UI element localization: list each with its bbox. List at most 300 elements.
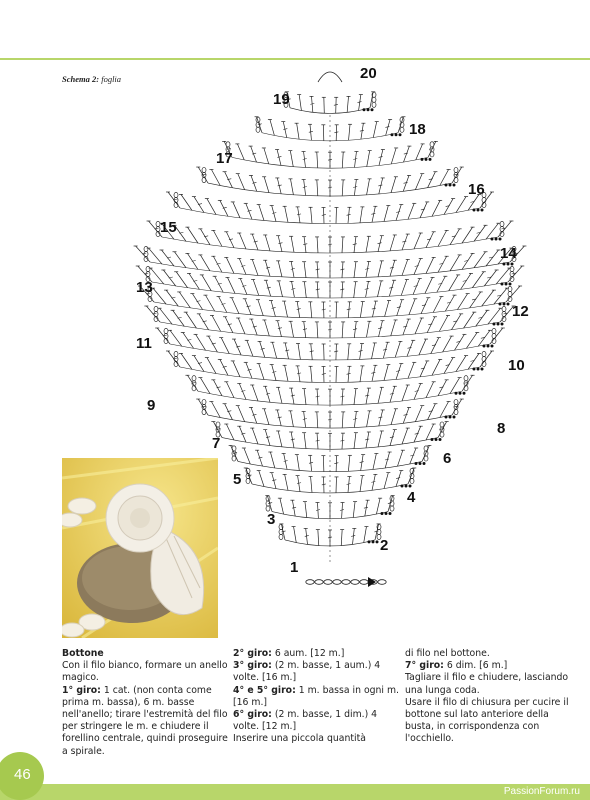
stitch xyxy=(200,378,210,394)
turning-chain xyxy=(256,127,260,132)
turning-chain xyxy=(482,197,486,202)
stitch-bar xyxy=(283,129,287,130)
slip-stitch xyxy=(367,108,370,111)
stitch xyxy=(297,455,299,471)
slip-stitch xyxy=(477,368,480,371)
stitch xyxy=(486,223,498,239)
slip-stitch xyxy=(487,345,490,348)
stitch xyxy=(366,236,369,252)
stitch xyxy=(462,227,473,243)
stitch-bar xyxy=(397,307,401,308)
stitch xyxy=(299,95,301,111)
turning-chain xyxy=(424,446,428,451)
stitch xyxy=(366,321,369,337)
stitch xyxy=(377,281,381,297)
stitch xyxy=(415,174,422,190)
stitch xyxy=(265,235,270,251)
stitch xyxy=(474,252,486,268)
instruction-paragraph xyxy=(62,685,228,758)
slip-stitch xyxy=(497,323,500,326)
slip-stitch xyxy=(431,438,434,441)
stitch xyxy=(348,207,349,223)
stitch xyxy=(426,424,434,440)
stitch xyxy=(443,336,452,352)
row-label: 6 xyxy=(443,450,452,467)
chain-stitch xyxy=(306,580,314,585)
stitch-bar xyxy=(266,393,270,394)
slip-stitch xyxy=(423,462,426,465)
stitch-bar xyxy=(390,437,394,438)
stitch-bar xyxy=(389,287,393,288)
stitch xyxy=(153,288,166,304)
stitch-bar xyxy=(402,241,406,242)
diagram-row xyxy=(284,92,376,114)
stitch xyxy=(348,344,349,360)
page-number: 46 xyxy=(14,766,31,783)
slip-stitch xyxy=(503,303,506,306)
stitch xyxy=(450,229,460,245)
stitch xyxy=(425,277,433,293)
slip-stitch xyxy=(425,158,428,161)
stitch xyxy=(311,207,312,223)
instruction-paragraph xyxy=(233,660,401,684)
row-label: 12 xyxy=(512,303,529,320)
stitch xyxy=(259,204,264,220)
stitch xyxy=(496,268,509,284)
stitch-bar xyxy=(261,348,265,349)
stitch xyxy=(200,255,210,271)
stitch xyxy=(270,119,274,135)
stitch xyxy=(384,205,388,221)
stitch xyxy=(207,358,216,374)
turning-chain xyxy=(216,422,220,427)
stitch xyxy=(431,338,439,354)
stitch xyxy=(452,399,462,415)
footer-bar xyxy=(0,784,590,800)
turning-chain xyxy=(454,409,458,414)
stitch-bar xyxy=(282,531,286,532)
stitch-bar xyxy=(252,182,256,183)
stitch xyxy=(264,409,269,425)
stitch xyxy=(408,362,414,378)
instruction-text: 1 m. bassa in ogni m. [16 m.] xyxy=(233,684,399,708)
stitch xyxy=(252,234,258,250)
stitch xyxy=(317,502,318,518)
stitch xyxy=(360,476,362,492)
turning-chain xyxy=(492,328,496,333)
stitch xyxy=(187,227,198,243)
stitch xyxy=(278,431,282,447)
stitch-bar xyxy=(371,481,375,482)
stitch xyxy=(149,248,162,264)
slip-stitch xyxy=(503,263,506,266)
stitch-bar xyxy=(374,531,378,532)
stitch xyxy=(260,341,265,357)
turning-chain xyxy=(440,422,444,427)
stitch xyxy=(408,468,414,484)
stitch xyxy=(246,362,252,378)
stitch xyxy=(354,322,356,338)
instruction-paragraph xyxy=(405,672,573,696)
leaf-tip xyxy=(318,72,342,82)
stitch xyxy=(360,343,362,359)
turning-chain xyxy=(174,351,178,356)
turning-chain xyxy=(482,351,486,356)
stitch xyxy=(349,124,350,140)
stitch xyxy=(342,502,343,518)
turning-chain xyxy=(464,386,468,391)
diagram-row xyxy=(306,577,386,587)
stitch xyxy=(438,256,447,272)
slip-stitch xyxy=(381,512,384,515)
stitch xyxy=(174,252,186,268)
stitch xyxy=(439,315,448,331)
row-label: 7 xyxy=(212,435,221,452)
stitch xyxy=(472,272,483,288)
stitch xyxy=(317,237,318,253)
row-label: 16 xyxy=(468,181,485,198)
stitch-bar xyxy=(372,308,376,309)
slip-stitch xyxy=(463,392,466,395)
stitch-bar xyxy=(254,241,258,242)
stitch xyxy=(265,430,270,446)
stitch xyxy=(226,382,234,398)
row-label: 14 xyxy=(500,245,517,262)
stitch xyxy=(290,179,293,195)
instructions-col-1 xyxy=(62,648,228,758)
stitch xyxy=(462,375,473,391)
stitch xyxy=(445,295,454,311)
instructions-col-3 xyxy=(405,648,573,746)
stitch xyxy=(360,366,362,382)
turning-chain xyxy=(372,102,376,107)
stitch xyxy=(311,366,312,382)
stitch xyxy=(297,123,299,139)
stitch xyxy=(310,124,311,140)
stitch xyxy=(221,338,229,354)
stitch xyxy=(278,261,282,277)
instruction-paragraph xyxy=(62,660,228,684)
stitch xyxy=(360,207,362,223)
stitch xyxy=(311,476,312,492)
stitch xyxy=(468,353,479,369)
stitch xyxy=(291,236,294,252)
stitch xyxy=(304,389,306,405)
instruction-paragraph xyxy=(233,685,401,709)
stitch xyxy=(348,366,349,382)
stitch xyxy=(202,275,211,291)
stitch xyxy=(285,206,288,222)
stitch xyxy=(247,340,253,356)
stitch xyxy=(342,412,343,428)
slip-stitch xyxy=(501,283,504,286)
stitch xyxy=(272,342,276,358)
turning-chain xyxy=(192,376,196,381)
stitch xyxy=(234,339,241,355)
stitch xyxy=(438,380,447,396)
slip-stitch xyxy=(389,512,392,515)
row-label: 1 xyxy=(290,559,299,576)
turning-chain xyxy=(372,97,376,102)
row-label: 17 xyxy=(216,150,233,167)
stitch xyxy=(239,259,246,275)
row-label: 15 xyxy=(160,219,177,236)
instruction-heading: 3° giro: xyxy=(233,660,272,672)
stitch xyxy=(280,498,284,514)
stitch xyxy=(251,407,257,423)
stitch xyxy=(462,253,473,269)
stitch xyxy=(366,388,369,404)
stitch xyxy=(384,364,388,380)
instruction-text: Inserire una piccola quantità xyxy=(233,733,366,745)
stitch-bar xyxy=(272,212,276,213)
turning-chain xyxy=(246,478,250,483)
slip-stitch xyxy=(445,416,448,419)
stitch xyxy=(371,343,374,359)
stitch xyxy=(470,292,481,308)
instruction-paragraph xyxy=(233,709,401,733)
slip-stitch xyxy=(499,238,502,241)
stitch xyxy=(181,194,192,210)
stitch xyxy=(440,170,449,186)
slip-stitch xyxy=(449,184,452,187)
stitch xyxy=(457,294,467,310)
stitch xyxy=(257,117,262,133)
stitch-bar xyxy=(266,437,270,438)
slip-stitch xyxy=(429,158,432,161)
stitch-bar xyxy=(427,239,431,240)
stitch xyxy=(304,282,306,298)
row-label: 5 xyxy=(233,471,242,488)
stitch-bar xyxy=(385,459,389,460)
stitch xyxy=(318,530,319,546)
turning-chain xyxy=(400,127,404,132)
stitch xyxy=(240,279,247,295)
stitch xyxy=(317,322,318,338)
stitch xyxy=(341,530,342,546)
stitch xyxy=(414,233,421,249)
slip-stitch xyxy=(499,303,502,306)
stitch xyxy=(486,250,498,266)
turning-chain xyxy=(164,333,168,338)
stitch-bar xyxy=(414,286,418,287)
slip-stitch xyxy=(401,484,404,487)
stitch xyxy=(239,383,246,399)
stitch xyxy=(252,428,258,444)
stitch-bar xyxy=(396,478,400,479)
stitch xyxy=(207,199,216,215)
stitch xyxy=(366,261,369,277)
stitch xyxy=(482,290,494,306)
stitch-bar xyxy=(278,185,282,186)
chain-stitch xyxy=(342,580,350,585)
stitch xyxy=(342,262,343,278)
stitch xyxy=(432,359,440,375)
stitch xyxy=(291,321,294,337)
turning-chain xyxy=(192,386,196,391)
slip-stitch xyxy=(453,184,456,187)
stitch xyxy=(378,261,382,277)
stitch xyxy=(233,202,240,218)
stitch xyxy=(426,257,434,273)
stitch xyxy=(416,144,423,160)
stitch xyxy=(253,279,259,295)
turning-chain xyxy=(279,534,283,539)
stitch xyxy=(237,144,244,160)
turning-chain xyxy=(202,177,206,182)
stitch xyxy=(233,361,240,377)
slip-stitch xyxy=(415,462,418,465)
row-label: 13 xyxy=(136,279,153,296)
stitch-bar xyxy=(278,417,282,418)
stitch-bar xyxy=(378,417,382,418)
row-label: 19 xyxy=(273,91,290,108)
stitch xyxy=(317,282,318,298)
stitch xyxy=(232,298,239,314)
stitch xyxy=(478,330,490,346)
stitch xyxy=(290,151,293,167)
stitch-bar xyxy=(415,390,419,391)
instruction-heading: 7° giro: xyxy=(405,660,444,672)
stitch xyxy=(395,341,400,357)
schema-label: Schema 2: xyxy=(62,74,100,84)
slip-stitch xyxy=(376,540,379,543)
turning-chain xyxy=(454,399,458,404)
stitch xyxy=(342,389,343,405)
stitch xyxy=(488,308,501,324)
stitch-bar xyxy=(396,211,400,212)
stitch-bar xyxy=(371,372,375,373)
stitch xyxy=(266,280,271,296)
stitch xyxy=(408,203,414,219)
turning-chain xyxy=(144,246,148,251)
stitch-bar xyxy=(404,414,408,415)
slip-stitch xyxy=(507,303,510,306)
stitch xyxy=(378,431,382,447)
stitch xyxy=(451,314,461,330)
stitch xyxy=(265,386,270,402)
row-label: 10 xyxy=(508,357,525,374)
slip-stitch xyxy=(405,484,408,487)
stitch xyxy=(444,358,453,374)
slip-stitch xyxy=(371,108,374,111)
slip-stitch xyxy=(507,263,510,266)
stitch xyxy=(354,433,356,449)
stitch xyxy=(317,180,318,196)
instruction-heading: 1° giro: xyxy=(62,684,101,696)
stitch xyxy=(376,498,380,514)
turning-chain xyxy=(164,328,168,333)
stitch xyxy=(385,300,389,316)
stitch xyxy=(347,96,348,112)
stitch xyxy=(484,270,496,286)
slip-stitch xyxy=(477,209,480,212)
instruction-paragraph xyxy=(405,697,573,746)
stitch xyxy=(402,259,408,275)
stitch xyxy=(246,203,252,219)
stitch xyxy=(181,353,192,369)
stitch xyxy=(391,320,396,336)
slip-stitch xyxy=(505,283,508,286)
row-label: 11 xyxy=(136,335,152,352)
stitch xyxy=(370,92,373,108)
stitch xyxy=(373,453,376,469)
turning-chain xyxy=(202,167,206,172)
chain-stitch xyxy=(351,580,359,585)
stitch-bar xyxy=(272,371,276,372)
stitch xyxy=(353,528,355,544)
row-base xyxy=(290,108,370,114)
stitch xyxy=(186,312,197,328)
stitch xyxy=(402,428,408,444)
turning-chain xyxy=(508,291,512,296)
turning-chain xyxy=(430,152,434,157)
stitch xyxy=(402,385,408,401)
stitch-bar xyxy=(404,182,408,183)
row-label: 8 xyxy=(497,420,506,437)
stitch xyxy=(294,527,297,543)
stitch-bar xyxy=(383,349,387,350)
instruction-heading: 4° e 5° giro: xyxy=(233,684,296,696)
slip-stitch xyxy=(481,209,484,212)
stitch xyxy=(259,363,264,379)
stitch-bar xyxy=(285,350,289,351)
stitch xyxy=(361,123,363,139)
turning-chain xyxy=(482,356,486,361)
stitch xyxy=(419,339,426,355)
row-label: 9 xyxy=(147,397,156,414)
turning-chain xyxy=(146,271,150,276)
instruction-paragraph xyxy=(62,648,228,660)
slip-stitch xyxy=(501,323,504,326)
stitch xyxy=(258,300,263,316)
stitch-bar xyxy=(378,328,382,329)
slip-stitch xyxy=(372,540,375,543)
slip-stitch xyxy=(368,540,371,543)
stitch xyxy=(270,452,274,468)
stitch xyxy=(342,237,343,253)
instruction-heading: 2° giro: xyxy=(233,648,272,659)
stitch xyxy=(391,409,396,425)
stitch xyxy=(279,281,283,297)
stitch xyxy=(359,95,361,111)
stitch xyxy=(355,152,357,168)
stitch xyxy=(245,299,251,315)
stitch xyxy=(384,473,388,489)
stitch xyxy=(227,277,235,293)
slip-stitch xyxy=(453,416,456,419)
stitch xyxy=(438,422,447,438)
stitch xyxy=(342,433,343,449)
stitch xyxy=(342,152,343,168)
stitch xyxy=(391,148,396,164)
instruction-text: 1 cat. (non conta come prima m. bassa), 6 m. basse nell'anello; tirare l'estremità del filo per stringere le m. e chiudere il forellino centrale, quindi proseguire a spirale. xyxy=(62,684,228,757)
slip-stitch xyxy=(391,133,394,136)
stitch xyxy=(474,225,486,241)
turning-chain xyxy=(492,333,496,338)
turning-chain xyxy=(510,266,514,271)
stitch xyxy=(244,448,250,464)
stitch xyxy=(170,330,182,346)
stitch xyxy=(205,295,214,311)
turning-chain xyxy=(377,529,381,534)
stitch xyxy=(433,297,441,313)
stitch-bar xyxy=(421,209,425,210)
stitch xyxy=(361,455,363,471)
stitch xyxy=(348,455,349,471)
stitch xyxy=(278,387,282,403)
turning-chain xyxy=(464,376,468,381)
